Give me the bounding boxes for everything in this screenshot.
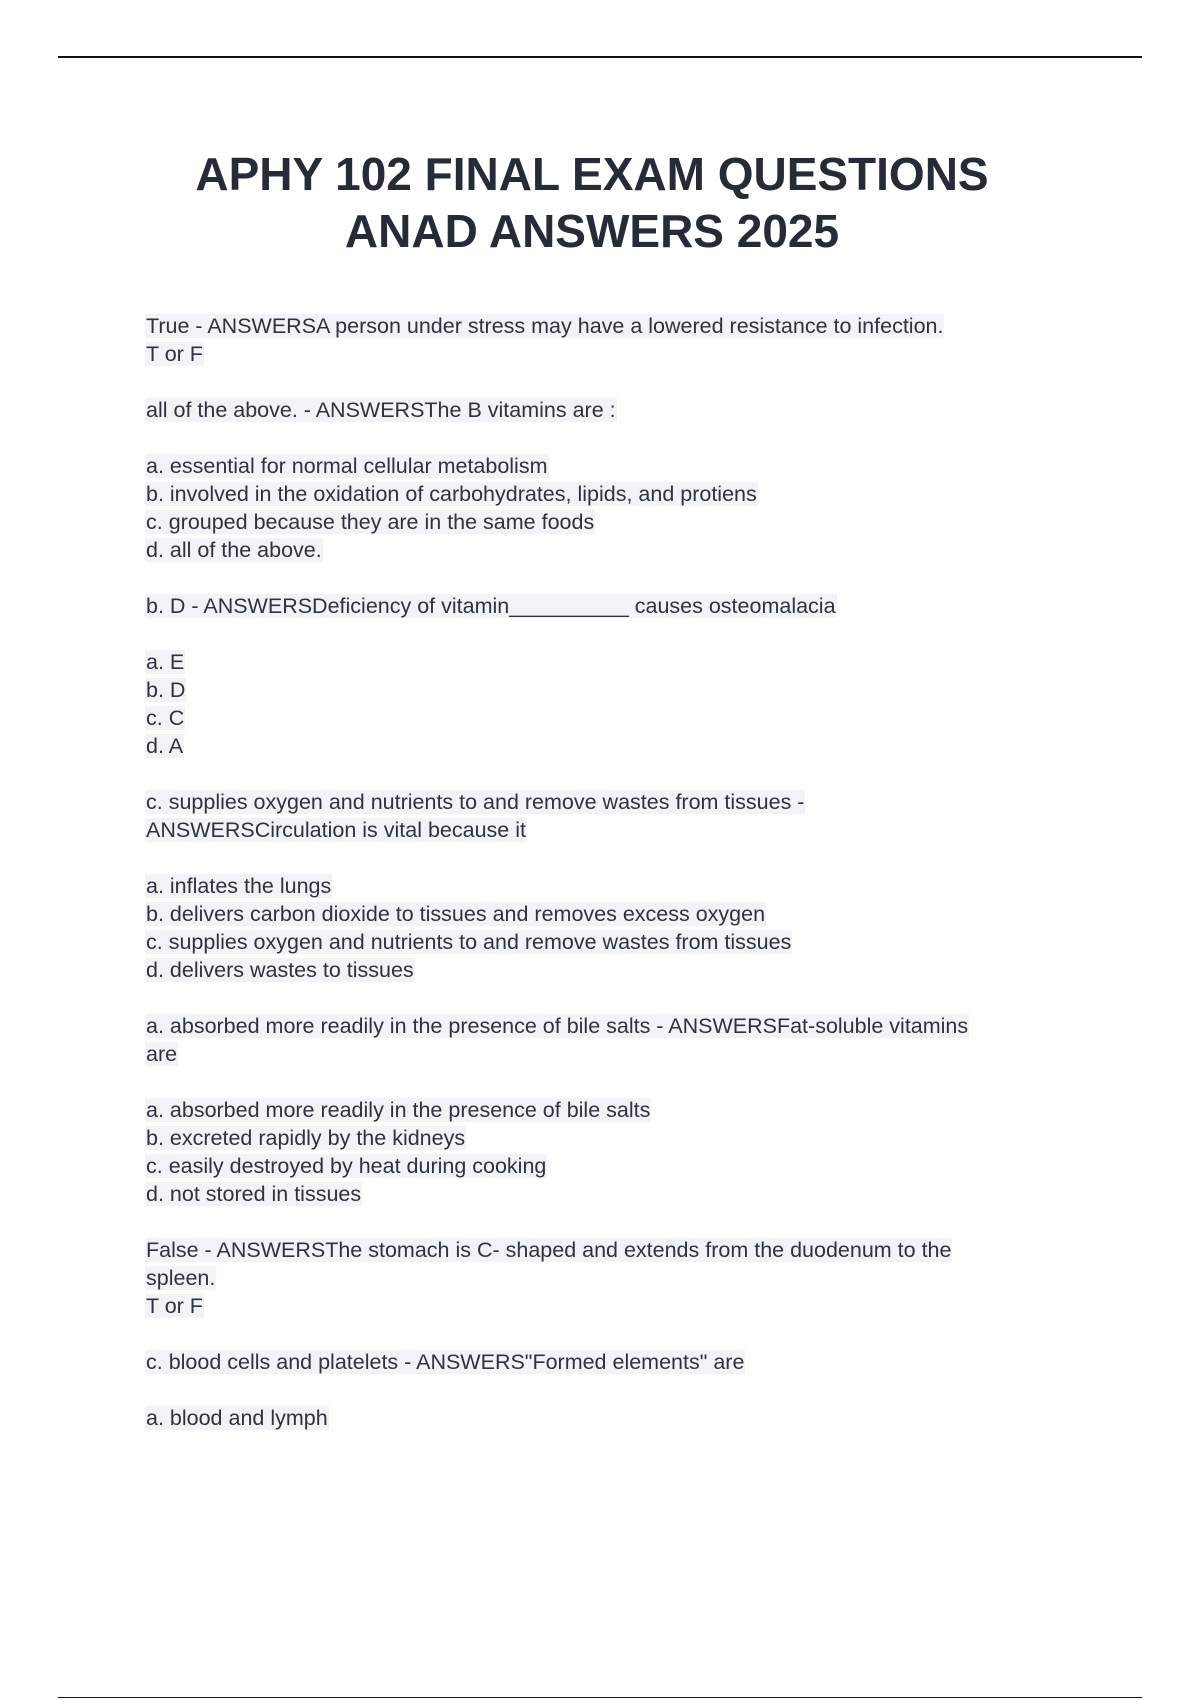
top-divider — [58, 56, 1142, 58]
option-line: a. essential for normal cellular metabolism — [146, 454, 548, 478]
options-list — [145, 1096, 1075, 1208]
bottom-divider — [58, 1697, 1142, 1698]
text-line: spleen. — [146, 1266, 216, 1290]
question-paragraph — [145, 1236, 1075, 1320]
option-line: d. A — [146, 734, 184, 758]
title-line-1: APHY 102 FINAL EXAM QUESTIONS — [195, 148, 989, 200]
text-line: T or F — [146, 342, 203, 366]
option-line: c. grouped because they are in the same foods — [146, 510, 595, 534]
option-line: d. not stored in tissues — [146, 1182, 362, 1206]
option-line: a. E — [146, 650, 185, 674]
page-title — [100, 146, 1084, 260]
option-line: c. supplies oxygen and nutrients to and remove wastes from tissues — [146, 930, 792, 954]
option-line: b. D — [146, 678, 186, 702]
options-list — [145, 648, 1075, 760]
option-line: c. C — [146, 706, 185, 730]
options-list — [145, 1404, 1075, 1432]
text-line: are — [146, 1042, 178, 1066]
document-body — [145, 312, 1075, 1460]
text-line: True - ANSWERSA person under stress may have a lowered resistance to infection. — [146, 314, 944, 338]
option-line: a. blood and lymph — [146, 1406, 328, 1430]
option-line: b. involved in the oxidation of carbohydrates, lipids, and protiens — [146, 482, 757, 506]
question-paragraph — [145, 1012, 1075, 1068]
option-line: d. all of the above. — [146, 538, 322, 562]
option-line: d. delivers wastes to tissues — [146, 958, 414, 982]
option-line: a. inflates the lungs — [146, 874, 332, 898]
option-line: c. easily destroyed by heat during cooking — [146, 1154, 547, 1178]
options-list — [145, 872, 1075, 984]
text-line: c. supplies oxygen and nutrients to and remove wastes from tissues - — [146, 790, 805, 814]
question-paragraph — [145, 1348, 1075, 1376]
option-line: a. absorbed more readily in the presence of bile salts — [146, 1098, 651, 1122]
question-paragraph — [145, 396, 1075, 424]
option-line: b. delivers carbon dioxide to tissues and removes excess oxygen — [146, 902, 766, 926]
options-list — [145, 452, 1075, 564]
question-paragraph — [145, 592, 1075, 620]
text-line: T or F — [146, 1294, 203, 1318]
title-line-2: ANAD ANSWERS 2025 — [344, 205, 840, 257]
question-paragraph — [145, 788, 1075, 844]
text-line: c. blood cells and platelets - ANSWERS"Formed elements" are — [146, 1350, 745, 1374]
text-line: a. absorbed more readily in the presence of bile salts - ANSWERSFat-soluble vitamins — [146, 1014, 969, 1038]
text-line: all of the above. - ANSWERSThe B vitamins are : — [146, 398, 616, 422]
question-paragraph — [145, 312, 1075, 368]
text-line: ANSWERSCirculation is vital because it — [146, 818, 526, 842]
text-line: False - ANSWERSThe stomach is C- shaped and extends from the duodenum to the — [146, 1238, 952, 1262]
option-line: b. excreted rapidly by the kidneys — [146, 1126, 466, 1150]
text-line: b. D - ANSWERSDeficiency of vitamin__________ causes osteomalacia — [146, 594, 836, 618]
